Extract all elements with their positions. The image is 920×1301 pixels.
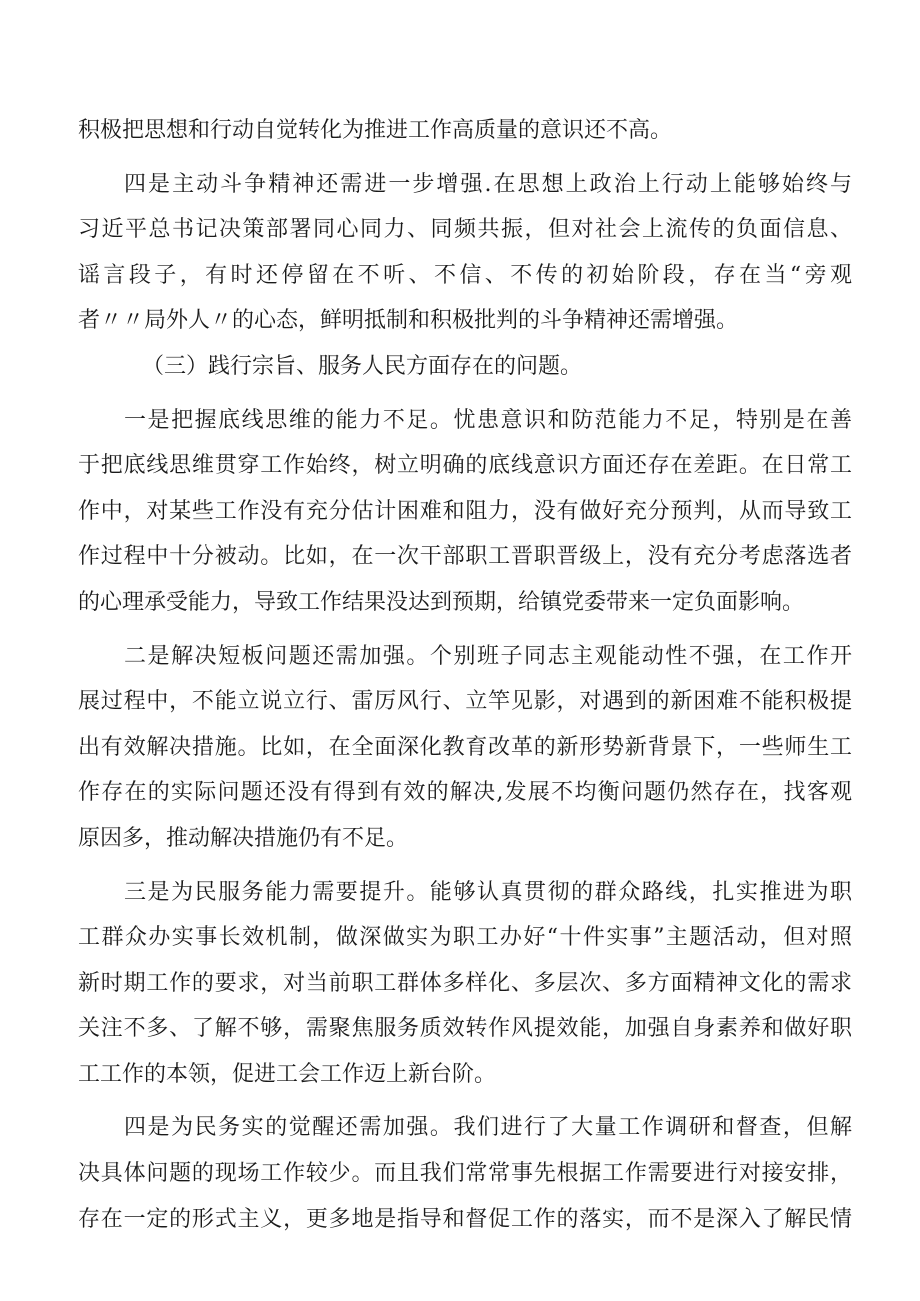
text-line: 习近平总书记决策部署同心同力、同频共振，但对社会上流传的负面信息、 (78, 217, 852, 243)
text-line: 三是为民服务能力需要提升。能够认真贯彻的群众路线，扎实推进为职 (124, 879, 852, 905)
paragraph-shortcomings (78, 634, 852, 862)
text-line: 于把底线思维贯穿工作始终，树立明确的底线意识方面还存在差距。在日常工 (78, 453, 852, 479)
text-line: 工工作的本领，促进工会工作迈上新台阶。 (78, 1061, 497, 1087)
text-line: 谣言段子，有时还停留在不听、不信、不传的初始阶段，存在当“旁观 (78, 262, 852, 288)
text-line: 的心理承受能力，导致工作结果没达到预期，给镇党委带来一定负面影响。 (78, 589, 805, 615)
text-line: 存在一定的形式主义，更多地是指导和督促工作的落实，而不是深入了解民情 (78, 1206, 852, 1232)
text-line: 一是把握底线思维的能力不足。忧患意识和防范能力不足，特别是在善 (124, 407, 852, 433)
text-line: 原因多，推动解决措施仍有不足。 (78, 825, 409, 851)
text-line: 工群众办实事长效机制，做深做实为职工办好“十件实事”主题活动，但对照 (78, 925, 852, 951)
paragraph-pragmatic-awareness (78, 1105, 852, 1242)
paragraph-fighting-spirit (78, 162, 852, 344)
paragraph-service-ability (78, 870, 852, 1098)
section-heading (78, 344, 852, 390)
paragraph-continuation (78, 108, 852, 154)
paragraph-bottom-line-thinking (78, 398, 852, 626)
text-line: 作存在的实际问题还没有得到有效的解决,发展不均衡问题仍然存在，找客观 (78, 780, 852, 806)
text-line: 四是主动斗争精神还需进一步增强.在思想上政治上行动上能够始终与 (124, 171, 852, 197)
text-line: 作过程中十分被动。比如，在一次干部职工晋职晋级上，没有充分考虑落选者 (78, 544, 852, 570)
document-body (78, 108, 852, 1242)
text-line: 决具体问题的现场工作较少。而且我们常常事先根据工作需要进行对接安排， (78, 1161, 852, 1187)
text-line: 关注不多、了解不够，需聚焦服务质效转作风提效能，加强自身素养和做好职 (78, 1016, 852, 1042)
heading-line: （三）践行宗旨、服务人民方面存在的问题。 (142, 353, 583, 379)
text-line: 作中，对某些工作没有充分估计困难和阻力，没有做好充分预判，从而导致工 (78, 498, 852, 524)
text-line: 者〃〃局外人〃的心态，鲜明抵制和积极批判的斗争精神还需增强。 (78, 308, 739, 334)
text-line: 四是为民务实的觉醒还需加强。我们进行了大量工作调研和督查，但解 (124, 1115, 852, 1141)
text-line: 二是解决短板问题还需加强。个别班子同志主观能动性不强，在工作开 (124, 643, 852, 669)
text-line: 出有效解决措施。比如，在全面深化教育改革的新形势新背景下，一些师生工 (78, 734, 852, 760)
text-line: 积极把思想和行动自觉转化为推进工作高质量的意识还不高。 (78, 118, 673, 143)
text-line: 新时期工作的要求，对当前职工群体多样化、多层次、多方面精神文化的需求 (78, 970, 852, 996)
text-line: 展过程中，不能立说立行、雷厉风行、立竿见影，对遇到的新困难不能积极提 (78, 689, 852, 715)
